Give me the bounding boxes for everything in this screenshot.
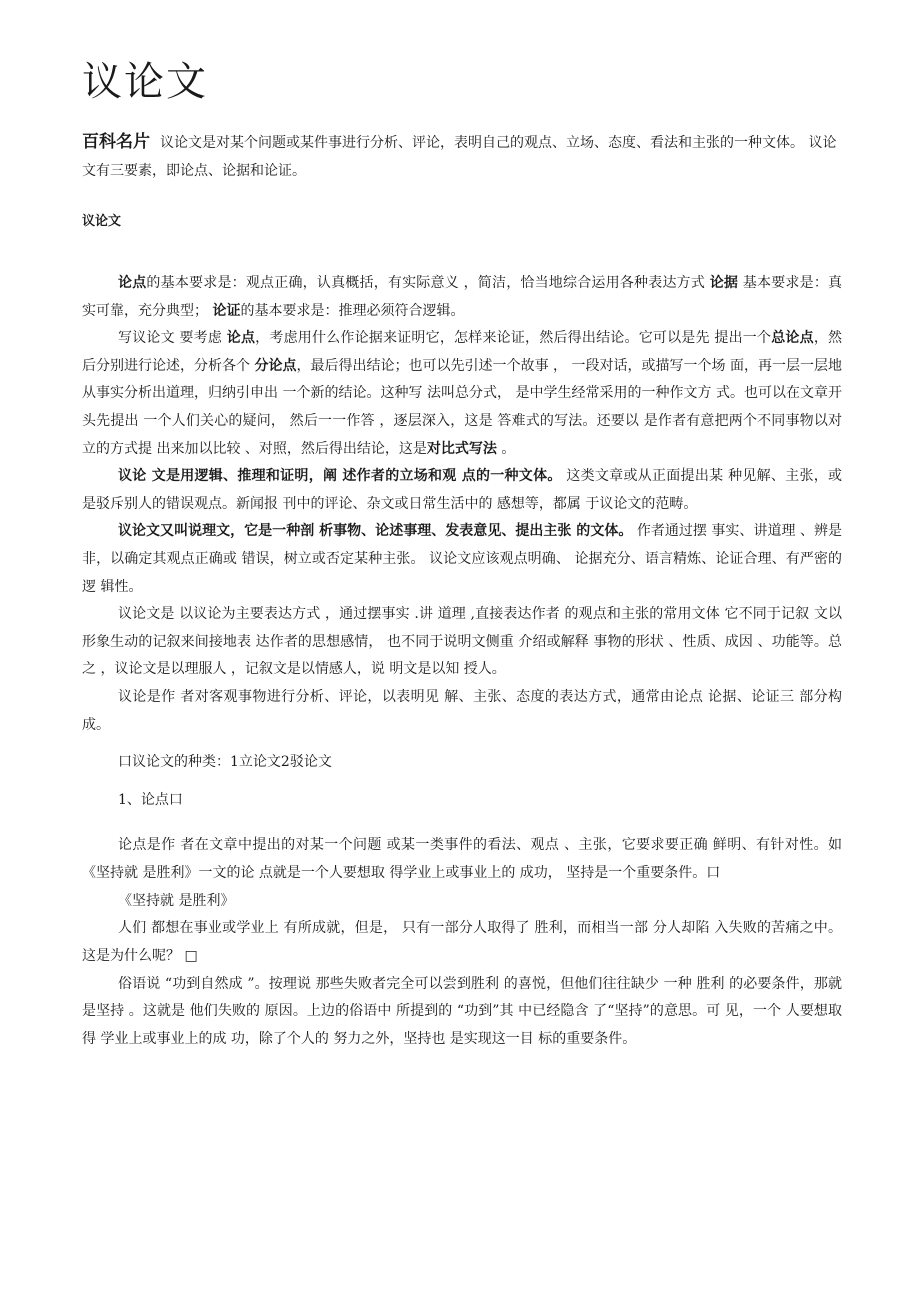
point-heading: 1、论点口 — [118, 791, 183, 808]
text-run: ，最后得出结论；也可以先引述一个故事 ， 一段对话，或描写一个场 面，再一层一层地从事实分析出道理，归纳引申出 一个新的结论。这种写 法叫总分式， 是中学生经常采用的一种作文方 式。也可以在文章开头先提出 一个人们关心的疑问， 然后一一作答 ，逐层深入，这是 答难式的写法。还要以 是作者有意把两个不同事物以对 立的方式提 出来加以比较 、对照，然后得出结论，这是 — [82, 357, 842, 457]
paragraph-essay-2: 俗语说 “功到自然成 ”。按理说 那些失败者完全可以尝到胜利 的喜悦，但他们往往缺少 一种 胜利 的必要条件，那就是坚持 。这就是 他们失败的 原因。上边的俗语中 所提到的 “功到”其 中已经隐含 了“坚持”的意思。可 见，一个 人要想取得 学业上或事业上的成 功，除了个人的 努力之外，坚持也 是实现这一目 标的重要条件。 — [82, 975, 842, 1047]
bold-term: 论点 — [226, 330, 256, 347]
kinds-line: 口议论文的种类：1立论文2驳论文 — [118, 754, 332, 771]
text-run: 这类文章或从正面提出某 种见解、主张，或 是驳斥别人的错误观点。新闻报 刊中的评论、杂文或日常生活中的 感想等，都属 于议论文的范畴。 — [82, 468, 842, 512]
bold-sentence: 议论文又叫说理文，它是一种剖 析事物、论述事理、发表意见、提出主张 的文体。 — [118, 523, 633, 540]
paragraph-requirements — [82, 270, 842, 325]
spacer — [82, 814, 842, 832]
text-run: ，考虑用什么作论据来证明它，怎样来论证，然后得出结论。它可以是先 提出一个 — [255, 330, 772, 347]
text-run: 基本要求是：真实可靠，充分典型； — [82, 275, 843, 319]
text-run: 。 — [496, 440, 516, 457]
bold-term: 分论点 — [254, 357, 297, 374]
bold-term: 论证 — [212, 302, 241, 319]
essay-title: 《坚持就 是胜利》 — [118, 893, 235, 910]
section-subhead: 议论文 — [82, 214, 122, 229]
spacer — [82, 739, 842, 749]
text-run: 的基本要求是：观点正确，认真概括，有实际意义 ，简洁，恰当地综合运用各种表达方式 — [146, 275, 710, 291]
bold-sentence: 议论 文是用逻辑、推理和证明，阐 述作者的立场和观 点的一种文体。 — [118, 468, 562, 485]
spacer — [82, 777, 842, 787]
text-run: 作者通过摆 事实、讲道理 、辨是非，以确定其观点正确或 错误，树立或否定某种主张。 议论文应该观点明确、 论据充分、语言精炼、论证合理、有严密的逻 辑性。 — [82, 523, 842, 595]
intro-lead: 百科名片 — [82, 132, 150, 152]
text-run: 写议论文 要考虑 — [118, 330, 227, 347]
paragraph-thesis: 论点是作 者在文章中提出的对某一个问题 或某一类事件的看法、观点 、主张，它要求要正确 鲜明、有针对性。如《坚持就 是胜利》一文的论 点就是一个人要想取 得学业上或事业上的 成功， 坚持是一个重要条件。口 — [82, 837, 842, 881]
intro-paragraph — [82, 128, 842, 185]
paragraph-essay-1: 人们 都想在事业或学业上 有所成就，但是， 只有一部分人取得了 胜利，而相当一部 分人却陷 入失败的苦痛之中。这是为什么呢？ □ — [82, 920, 842, 965]
body-text — [82, 270, 842, 1053]
bold-term: 总论点 — [771, 330, 814, 347]
paragraph-reasoning — [82, 518, 842, 601]
bold-term: 对比式写法 — [426, 440, 497, 457]
paragraph-components: 议论是作 者对客观事物进行分析、评论，以表明见 解、主张、态度的表达方式，通常由论点 论据、论证三 部分构成。 — [82, 688, 842, 733]
bold-term: 论点 — [118, 275, 147, 291]
intro-text: 议论文是对某个问题或某件事进行分析、评论，表明自己的观点、立场、态度、看法和主张的一种文体。 议论文有三要素，即论点、论据和论证。 — [82, 135, 837, 179]
bold-term: 论据 — [709, 275, 739, 291]
paragraph-writing-methods — [82, 325, 842, 463]
text-run: 的基本要求是：推理必须符合逻辑。 — [240, 302, 465, 319]
paragraph-comparison: 议论文是 以议论为主要表达方式 ，通过摆事实 .讲 道理 ,直接表达作者 的观点和主张的常用文体 它不同于记叙 文以形象生动的记叙来间接地表 达作者的思想感情， 也不同于说明文侧重 介绍或解释 事物的形状 、性质、成因 、功能等。总之 ，议论文是以理服人 ，记叙文是以情感人，说 明文是以知 授人。 — [82, 606, 842, 678]
text-run: ，然后分别进行论述，分析各个 — [82, 330, 843, 374]
paragraph-definition — [82, 463, 842, 518]
page-title: 议论文 — [82, 59, 208, 105]
